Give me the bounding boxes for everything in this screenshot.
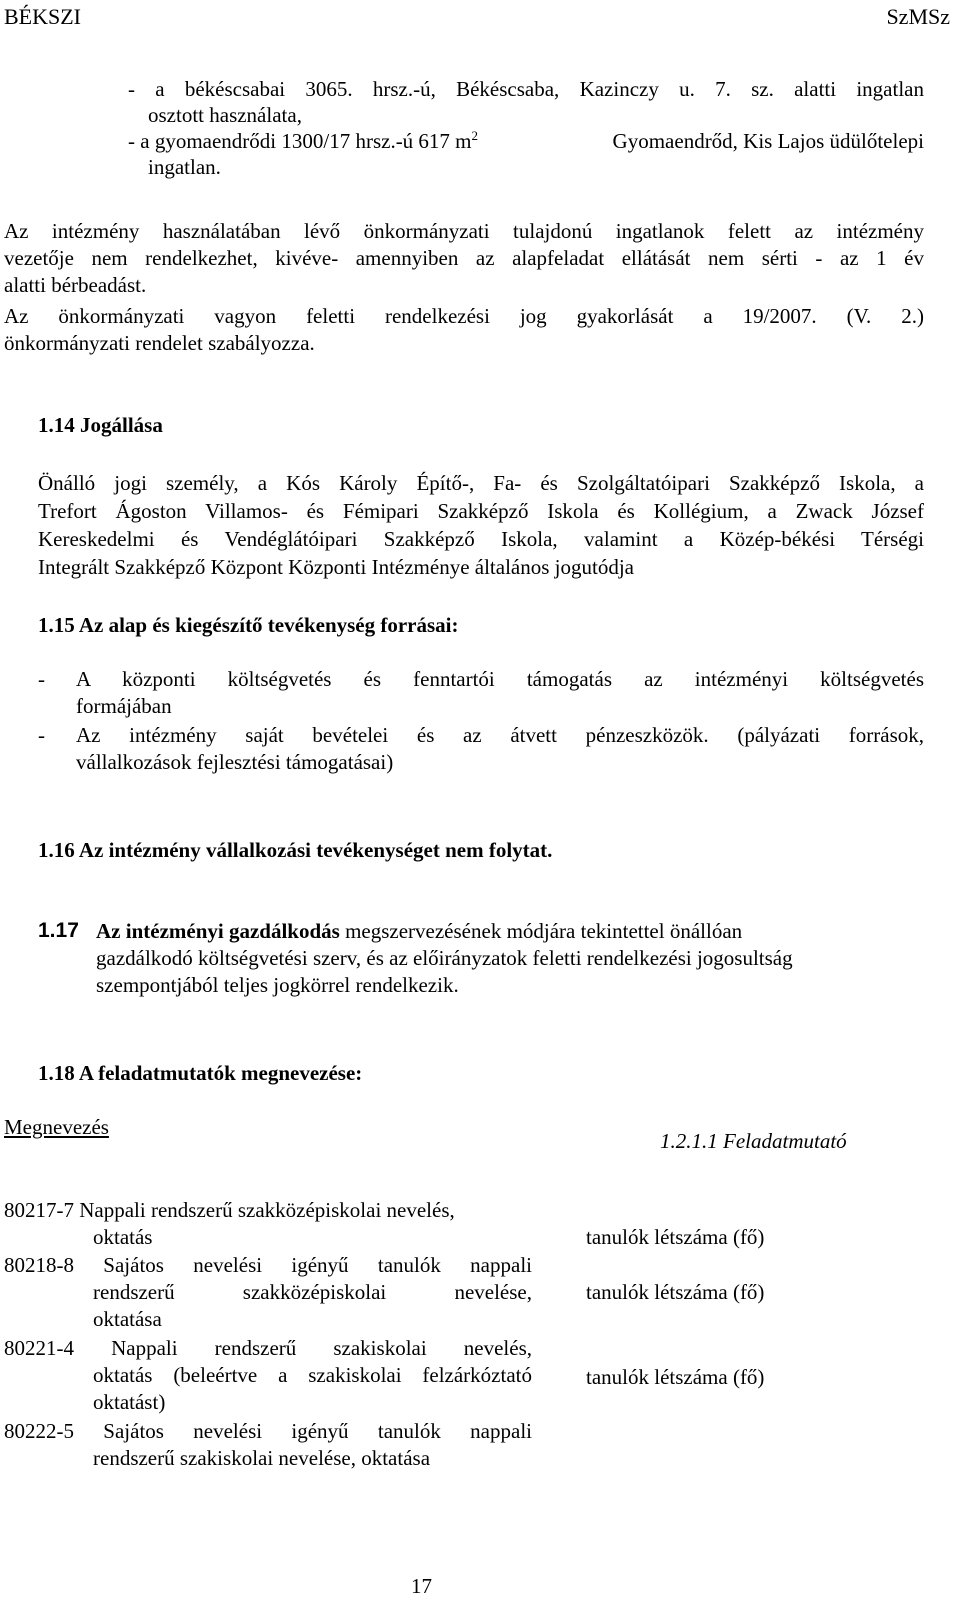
s117-line2: gazdálkodó költségvetési szerv, és az előirányzatok feletti rendelkezési jogosultság [96,946,793,970]
bullet-property-1-line2: osztott használata, [148,103,302,127]
s115-item1-line1: A központi költségvetés és fenntartói támogatás az intézményi költségvetés [76,667,924,691]
row1-line2: oktatás [93,1225,153,1249]
row4-line1: 80222-5 Sajátos nevelési igényű tanulók nappali [4,1419,532,1443]
section-1-18-heading: 1.18 A feladatmutatók megnevezése: [38,1061,363,1085]
section-1-15-heading: 1.15 Az alap és kiegészítő tevékenység forrásai: [38,613,459,637]
row3-line1: 80221-4 Nappali rendszerű szakiskolai nevelés, [4,1336,532,1360]
row1-metric: tanulók létszáma (fő) [586,1225,765,1249]
section-1-14-heading: 1.14 Jogállása [38,413,163,437]
row2-line3: oktatása [93,1307,162,1331]
s117-line1-rest: megszervezésének módjára tekintettel önállóan [339,919,743,943]
s115-dash-2: - [38,723,45,747]
s114-line4: Integrált Szakképző Központ Központi Intézménye általános jogutódja [38,555,634,579]
para1-line4: Az önkormányzati vagyon feletti rendelkezési jog gyakorlását a 19/2007. (V. 2.) [4,304,924,328]
bullet-property-2-line1 [128,128,924,154]
bullet-property-1-line1: - a békéscsabai 3065. hrsz.-ú, Békéscsaba, Kazinczy u. 7. sz. alatti ingatlan [128,77,924,101]
s115-dash-1: - [38,667,45,691]
s117-line1 [96,918,742,944]
para1-line3: alatti bérbeadást. [4,273,147,297]
s114-line1: Önálló jogi személy, a Kós Károly Építő-, Fa- és Szolgáltatóipari Szakképző Iskola, a [38,471,924,495]
header-right: SzMSz [886,4,950,29]
row2-metric: tanulók létszáma (fő) [586,1280,765,1304]
row4-line2: rendszerű szakiskolai nevelése, oktatása [93,1446,431,1470]
bullet-property-2-line2: ingatlan. [148,155,221,179]
para1-line1: Az intézmény használatában lévő önkormányzati tulajdonú ingatlanok felett az intézmény [4,219,924,243]
row1-line1: 80217-7 Nappali rendszerű szakközépiskolai nevelés, [4,1198,455,1222]
s114-line2: Trefort Ágoston Villamos- és Fémipari Szakképző Iskola és Kollégium, a Zwack József [38,499,924,523]
row3-line3: oktatást) [93,1390,166,1414]
row3-line2: oktatás (beleértve a szakiskolai felzárkóztató [93,1363,532,1387]
para1-line2: vezetője nem rendelkezhet, kivéve- amennyiben az alapfeladat ellátását nem sérti - az 1 év [4,246,924,270]
bullet-property-2-text-b: Gyomaendrőd, Kis Lajos üdülőtelepi [612,129,924,153]
section-1-16-heading: 1.16 Az intézmény vállalkozási tevékenységet nem folytat. [38,838,553,862]
s114-line3: Kereskedelmi és Vendéglátóipari Szakképző Iskola, valamint a Közép-békési Térségi [38,527,924,551]
header-left: BÉKSZI [4,4,81,29]
s115-item2-line1: Az intézmény saját bevételei és az átvett pénzeszközök. (pályázati források, [76,723,924,747]
para1-line5: önkormányzati rendelet szabályozza. [4,331,315,355]
table-header-megnevezes: Megnevezés [4,1115,109,1139]
superscript-2: 2 [471,128,479,143]
s117-bold-part: Az intézményi gazdálkodás [96,919,340,943]
section-1-17-number: 1.17 [38,919,79,942]
s115-item2-line2: vállalkozások fejlesztési támogatásai) [76,750,394,774]
bullet-property-2-text-a: - a gyomaendrődi 1300/17 hrsz.-ú 617 m [128,129,472,153]
table-header-feladatmutato: 1.2.1.1 Feladatmutató [660,1129,847,1153]
row2-line2: rendszerű szakközépiskolai nevelése, [93,1280,532,1304]
page-number: 17 [411,1574,432,1598]
row3-metric: tanulók létszáma (fő) [586,1365,765,1389]
s115-item1-line2: formájában [76,694,172,718]
s117-line3: szempontjából teljes jogkörrel rendelkezik. [96,973,459,997]
row2-line1: 80218-8 Sajátos nevelési igényű tanulók nappali [4,1253,532,1277]
